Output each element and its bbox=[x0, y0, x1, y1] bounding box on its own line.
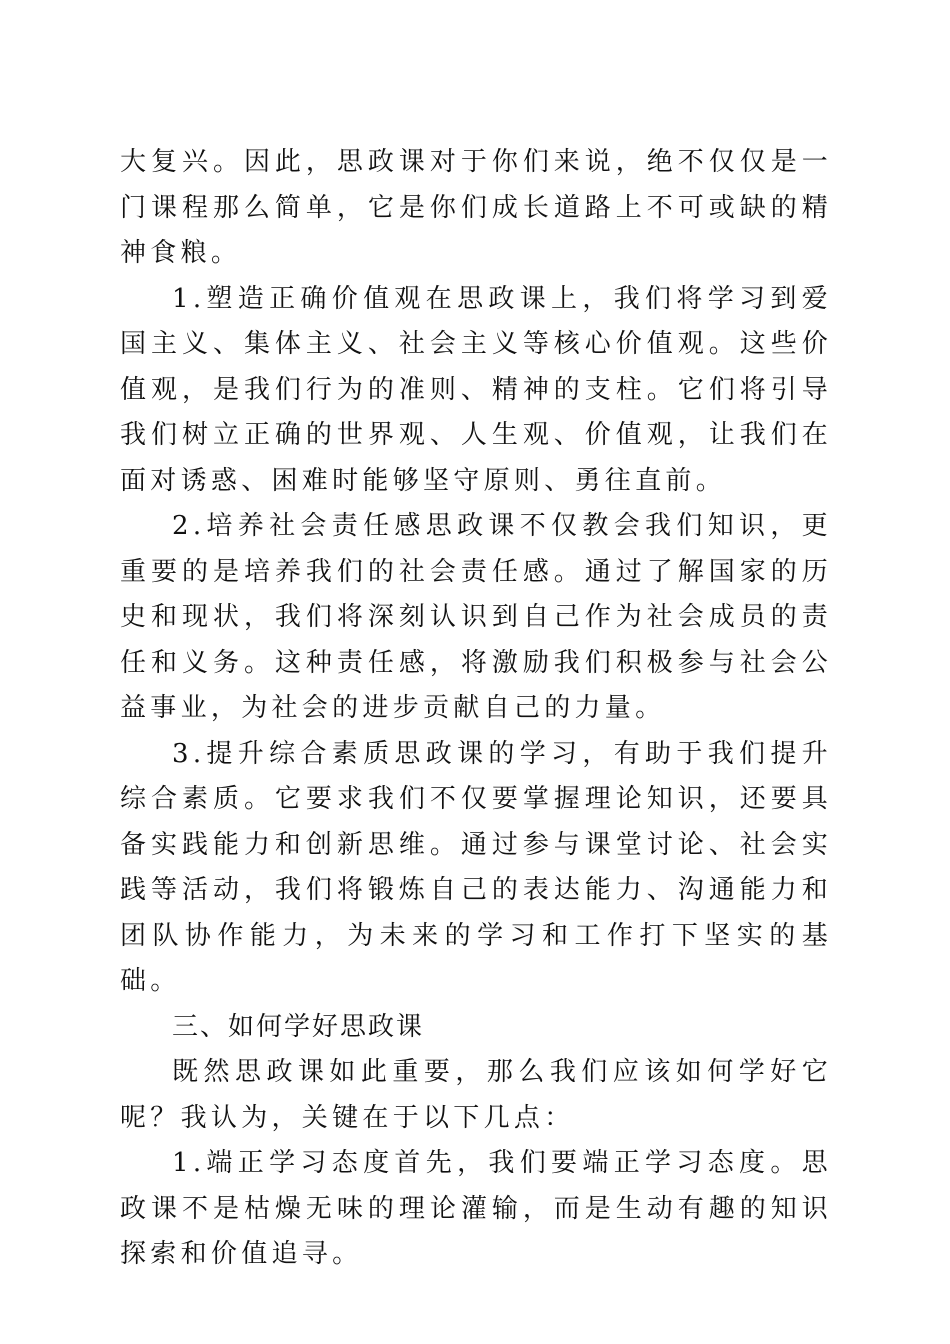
document-body bbox=[120, 140, 832, 1278]
section-heading: 三、如何学好思政课 bbox=[172, 1011, 425, 1042]
continuation-paragraph: 大复兴。因此，思政课对于你们来说，绝不仅仅是一门课程那么简单，它是你们成长道路上不可或缺的精神食粮。 bbox=[120, 147, 832, 268]
point-values-paragraph: 1.塑造正确价值观在思政课上，我们将学习到爱国主义、集体主义、社会主义等核心价值观。这些价值观，是我们行为的准则、精神的支柱。它们将引导我们树立正确的世界观、人生观、价值观，让我们在面对诱惑、困难时能够坚守原则、勇往直前。 bbox=[120, 283, 832, 496]
section-intro-paragraph: 既然思政课如此重要，那么我们应该如何学好它呢？我认为，关键在于以下几点： bbox=[120, 1057, 832, 1133]
point-attitude-paragraph: 1.端正学习态度首先，我们要端正学习态度。思政课不是枯燥无味的理论灌输，而是生动有趣的知识探索和价值追寻。 bbox=[120, 1148, 832, 1269]
point-responsibility-paragraph: 2.培养社会责任感思政课不仅教会我们知识，更重要的是培养我们的社会责任感。通过了解国家的历史和现状，我们将深刻认识到自己作为社会成员的责任和义务。这种责任感，将激励我们积极参与社会公益事业，为社会的进步贡献自己的力量。 bbox=[120, 511, 832, 723]
point-quality-paragraph: 3.提升综合素质思政课的学习，有助于我们提升综合素质。它要求我们不仅要掌握理论知识，还要具备实践能力和创新思维。通过参与课堂讨论、社会实践等活动，我们将锻炼自己的表达能力、沟通能力和团队协作能力，为未来的学习和工作打下坚实的基础。 bbox=[120, 738, 832, 996]
